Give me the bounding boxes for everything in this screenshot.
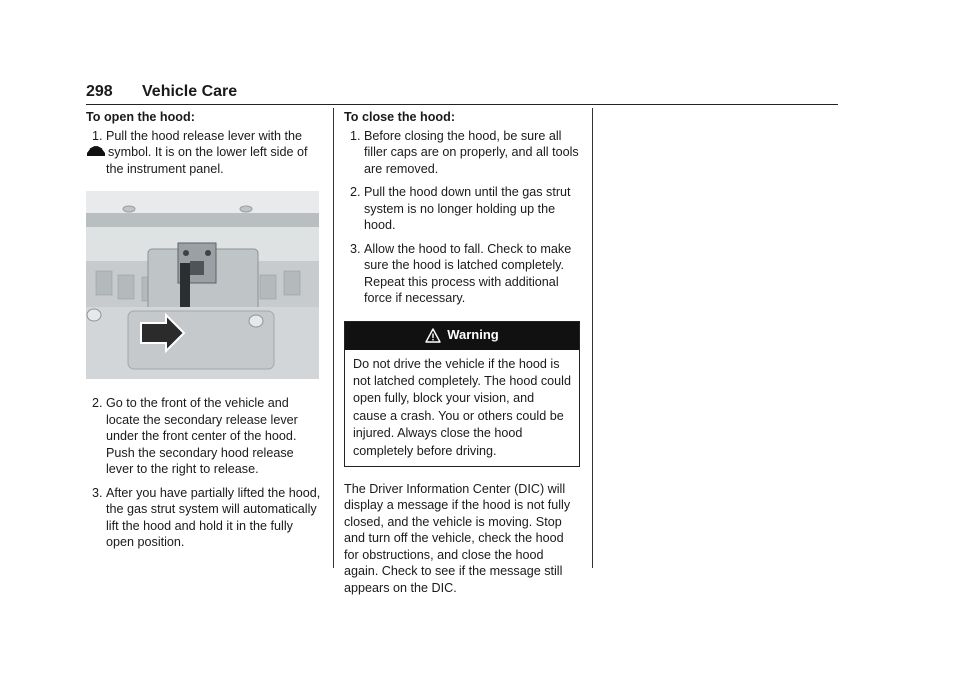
open-hood-steps xyxy=(86,128,322,178)
step-text: After you have partially lifted the hood, the gas strut system will automatically lift the hood and hold it in the fully open position. xyxy=(106,485,321,549)
car-hood-icon xyxy=(86,146,106,158)
warning-title: Warning xyxy=(447,327,499,343)
step-text: Go to the front of the vehicle and locate the secondary release lever under the front center of the hood. Push the secondary hood release lever to the right to release. xyxy=(106,396,298,476)
step-text: symbol. It is on the lower left side of the instrument panel. xyxy=(106,145,308,176)
list-item xyxy=(344,241,580,307)
step-number: 3. xyxy=(350,241,361,256)
step-text: Allow the hood to fall. Check to make sure the hood is latched completely. Repeat this process with additional force if necessary. xyxy=(364,241,572,305)
column-divider xyxy=(592,108,593,568)
step-text: Pull the hood down until the gas strut system is no longer holding up the hood. xyxy=(364,185,571,232)
section-title: Vehicle Care xyxy=(142,83,238,100)
list-item xyxy=(86,485,322,551)
list-item xyxy=(344,184,580,234)
step-number: 3. xyxy=(92,485,103,500)
list-item xyxy=(344,128,580,178)
warning-box xyxy=(344,321,580,467)
hood-latch-photo xyxy=(86,191,319,379)
page-header xyxy=(86,82,838,105)
list-item xyxy=(86,395,322,478)
hood-latch-illustration xyxy=(86,191,319,379)
warning-icon xyxy=(425,328,441,344)
warning-body: Do not drive the vehicle if the hood is not latched completely. The hood could open fully, block your vision, and cause a crash. You or others could be injured. Always close the hood completely before driving. xyxy=(353,356,571,458)
open-hood-heading: To open the hood: xyxy=(86,110,195,124)
step-text: Pull the hood release lever with the xyxy=(106,128,303,143)
step-number: 1. xyxy=(350,128,361,143)
close-hood-heading: To close the hood: xyxy=(344,110,456,124)
step-number: 2. xyxy=(92,396,103,410)
warning-header xyxy=(345,322,579,350)
left-column xyxy=(86,109,322,558)
step-number: 1. xyxy=(92,128,103,143)
page-number: 298 xyxy=(86,83,113,100)
middle-column xyxy=(344,109,580,596)
list-item xyxy=(86,128,322,178)
dic-paragraph: The Driver Information Center (DIC) will display a message if the hood is not fully closed, and the vehicle is moving. Stop and turn off the vehicle, check the hood for obstructions, and close the hood again. Check to see if the message still appears on the DIC. xyxy=(344,481,571,595)
column-divider xyxy=(333,108,334,568)
step-number: 2. xyxy=(350,185,361,199)
close-hood-steps xyxy=(344,128,580,307)
open-hood-steps-continued xyxy=(86,395,322,551)
step-text: Before closing the hood, be sure all filler caps are on properly, and all tools are removed. xyxy=(364,128,579,176)
